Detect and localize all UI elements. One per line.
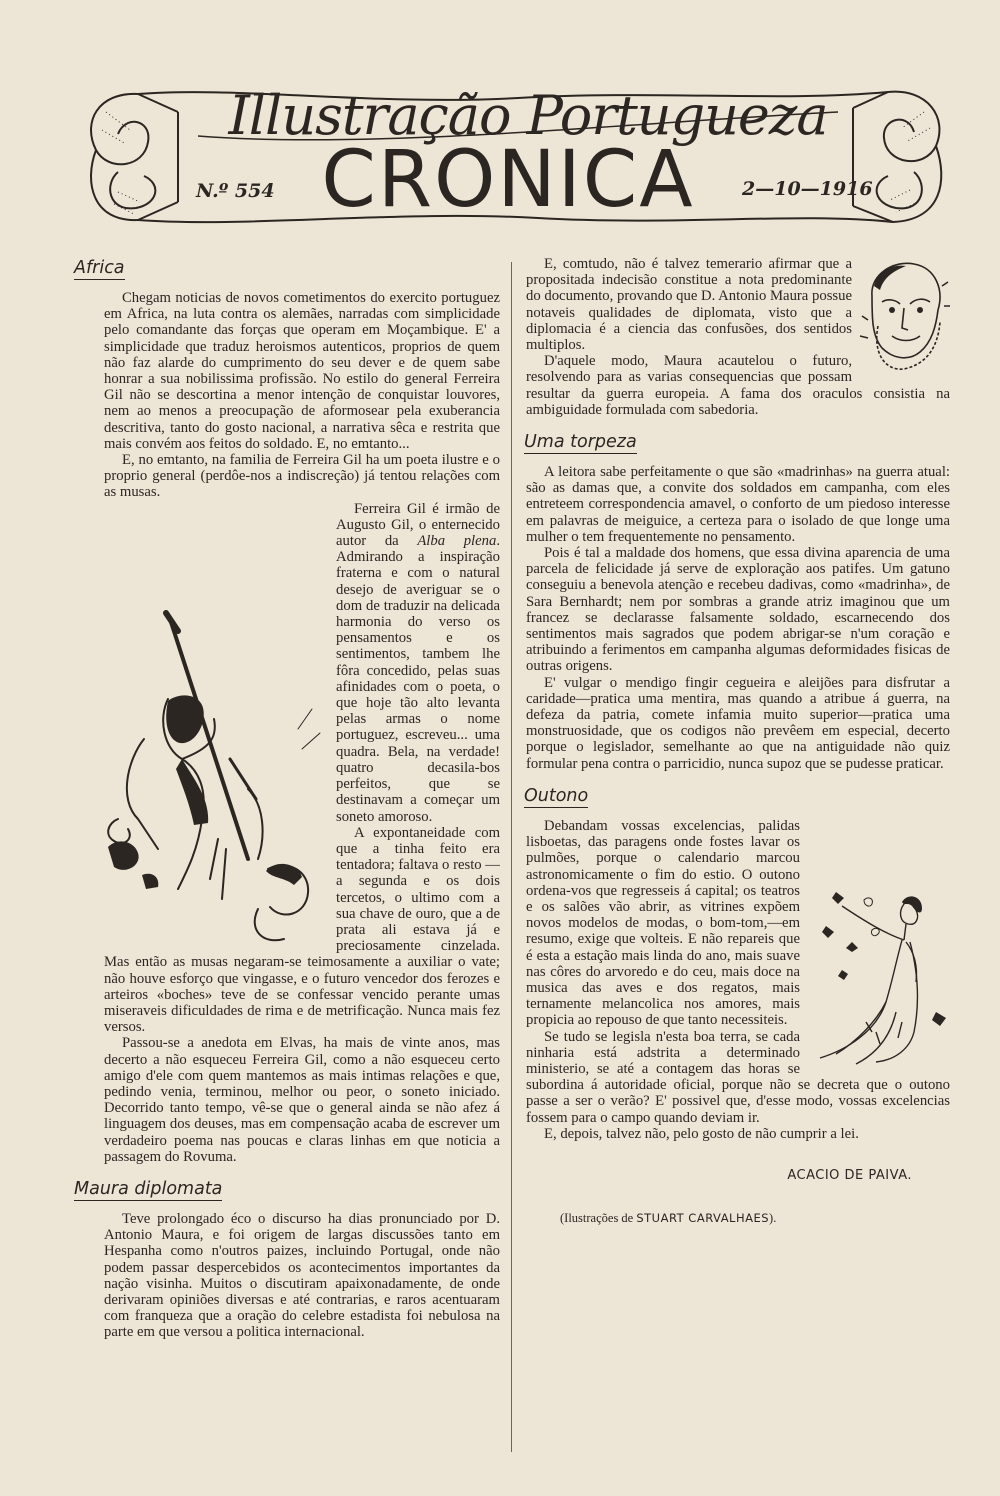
article-maura-continued — [526, 256, 950, 418]
paragraph: E, no emtanto, na familia de Ferreira Gil ha um poeta ilustre e o proprio general (perdôe-nos a indiscreção) já tentou relações com as musas. — [104, 452, 500, 501]
article-africa — [104, 290, 500, 1165]
section-title: CRONICA — [321, 135, 695, 225]
magazine-script-title: Illustração Portugueza — [228, 84, 828, 147]
paragraph: Chegam noticias de novos cometimentos do exercito portuguez em Africa, na luta contra os alemães, narradas com simplicidade pelo comandante das forças que operam em Moçambique. E' a simplicidade que traduz heroismos autenticos, proprios de quem não faz alarde do cumprimento do seu dever e de quem sabe honrar a sua nobilissima profissão. No estilo do general Ferreira Gil não se descortina a menor intenção de conquistar louvores, nem ao menos a preocupação de aformosear pela exuberancia descritiva, tanto do gosto nacional, a narrativa sêca e restrita que mais convém aos feitos do soldado. E, no emtanto... — [104, 290, 500, 452]
paragraph: Ferreira Gil é irmão de Augusto Gil, o enternecido autor da Alba plena. Admirando a inspiração fraterna e com o natural desejo de averiguar se o dom de traduzir na delicada harmonia do verso os pensamentos e os sentimentos, tambem lhe fôra concedido, pelas suas afinidades com o poeta, o que hoje tão alto levanta pelas armas o nome portuguez, escreveu... uma quadra. Bela, na verdade! quatro decasila-bos perfeitos, que se destinavam a começar um soneto amoroso. — [104, 501, 500, 825]
article-maura — [104, 1211, 500, 1341]
paragraph: E, depois, talvez não, pelo gosto de não cumprir a lei. — [544, 1125, 859, 1142]
article-outono — [526, 818, 950, 1142]
paragraph: Passou-se a anedota em Elvas, ha mais de vinte anos, mas decerto a não esqueceu Ferreira Gil, como a não esqueceu certo amigo d'ele com quem mantemos as mais intimas relações e que, pedindo venia, terminou, melhor ou peor, o soneto iniciado. Decorrido tanto tempo, vê-se que o general ainda se não afez á linguagem dos deuses, mas em compensação acaba de escrever um verdadeiro poema nas poucas e claras linhas em que noticia a passagem do Rovuma. — [104, 1035, 500, 1165]
article-torpeza — [526, 464, 950, 772]
masthead — [78, 72, 953, 252]
heading-africa: Africa — [74, 258, 125, 278]
paragraph: E' vulgar o mendigo fingir cegueira e aleijões para disfrutar a caridade—pratica uma mentira, mas quando a atribue á guerra, na defeza da patria, comete infamia muito superior—pratica uma monstruosidade, que os codigos não prevêem em especial, decerto porque o legislador, semelhante ao que na antiguidade não quiz formular pena contra o parricidio, nunca supoz que se pudesse praticar. — [526, 674, 950, 772]
paragraph: A expontaneidade com que a tinha feito era tentadora; faltava o resto —a segunda e os dois tercetos, o ultimo com a sua chave de ouro, que a de prata ali estava já e preciosamente cinzelada. Mas então as musas negaram-se teimosamente a auxiliar o vate; não houve esforço que vingasse, e o futuro vencedor dos ferozes e arteiros «boches» teve de se confessar vencido perante umas miseraveis dificuldades de rima e de metrificação. Nunca mais fez versos. — [104, 824, 500, 1036]
issue-date: 2—10—1916 — [742, 178, 873, 200]
soldiers-bayonet-illustration — [98, 609, 330, 947]
book-title: Alba plena — [417, 533, 497, 550]
paragraph: E, comtudo, não é talvez temerario afirmar que a propositada indecisão constitue a nota predominante do documento, provando que D. Antonio Maura possue notaveis qualidades de diplomata, visto que a diplomacia é a ciencia das confusões, dos sentidos multiplos. — [526, 256, 950, 353]
maura-portrait-illustration — [858, 256, 950, 376]
column-divider — [511, 262, 512, 1452]
heading-uma-torpeza: Uma torpeza — [524, 432, 637, 453]
right-column — [526, 256, 950, 1226]
illustration-credits: (Ilustrações de STUART CARVALHAES). — [560, 1211, 777, 1226]
illustrator-name: STUART CARVALHAES — [636, 1211, 770, 1226]
author-signature: ACACIO DE PAIVA. — [787, 1167, 912, 1183]
paragraph: A leitora sabe perfeitamente o que são «madrinhas» na guerra atual: são as damas que, a convite dos soldados em campanha, com eles entreteem correspondencia amavel, o conforto de um piedoso interesse em palavras de meiguice, a certeza para o isolado de que longe uma mulher o tem frequentemente no pensamento. — [526, 464, 950, 545]
autumn-woman-illustration — [806, 882, 956, 1066]
paragraph: Pois é tal a maldade dos homens, que essa divina aparencia de uma parcela de felicidade já serve de exploração aos patifes. Um gatuno conseguiu a benevola atenção e recebeu dadivas, como «madrinha», de Sara Bernhardt; nem por sombras a grande atriz imaginou que um francez se declarasse falsamente soldado, escarnecendo dos sentimentos mais sagrados que podem abrigar-se n'um coração e atribuindo a ferimentos em campanha algumas deformidades fisicas de outras origens. — [526, 545, 950, 675]
paragraph: Se tudo se legisla n'esta boa terra, se cada ninharia está adstrita a determinado ministerio, se até a contagem das horas se subordina á autoridade oficial, porque não se decreta que o outono passe a ser o verão? E' possivel que, d'esse modo, vossas excelencias fossem para o campo quando deviam ir. — [526, 1028, 950, 1126]
paragraph: D'aquele modo, Maura acautelou o futuro, resolvendo para as varias consequencias que possam resultar da guerra europeia. A fama dos oraculos consistia na ambiguidade formulada com sabedoria. — [526, 353, 950, 418]
issue-number: N.º 554 — [196, 180, 275, 202]
left-column — [74, 256, 500, 1341]
heading-outono: Outono — [524, 785, 589, 806]
heading-maura-diplomata: Maura diplomata — [74, 1178, 223, 1199]
paragraph: Teve prolongado éco o discurso ha dias pronunciado por D. Antonio Maura, e foi origem de largas discussões tanto em Hespanha como n'outros paizes, incluindo Portugal, onde não podem passar despercebidos os acontecimentos importantes da nação visinha. Muitos o discutiram apaixonadamente, de onde derivaram opiniões diversas e até contrarias, e raros acentuaram com franqueza que a oração do celebre estadista foi nebulosa na parte em que versou a politica internacional. — [104, 1210, 500, 1341]
paragraph: Debandam vossas excelencias, palidas lisboetas, das paragens onde fostes lavar os pulmões, porque o calendario marcou astronomicamente o fim do estio. O outono ordena-vos que regresseis á capital; os teatros e os salões vão abrir, as vitrines expõem novos modelos de modas, o bom-tom,—em resumo, exige que volteis. E não repareis que é esta a estação mais linda do ano, mais suave nas côres do arvoredo e do ceu, mais doce na musica das aves e dos regatos, mais ternamente melancolica nos amores, mais propicia ao repouso de que tanto necessiteis. — [526, 818, 950, 1029]
